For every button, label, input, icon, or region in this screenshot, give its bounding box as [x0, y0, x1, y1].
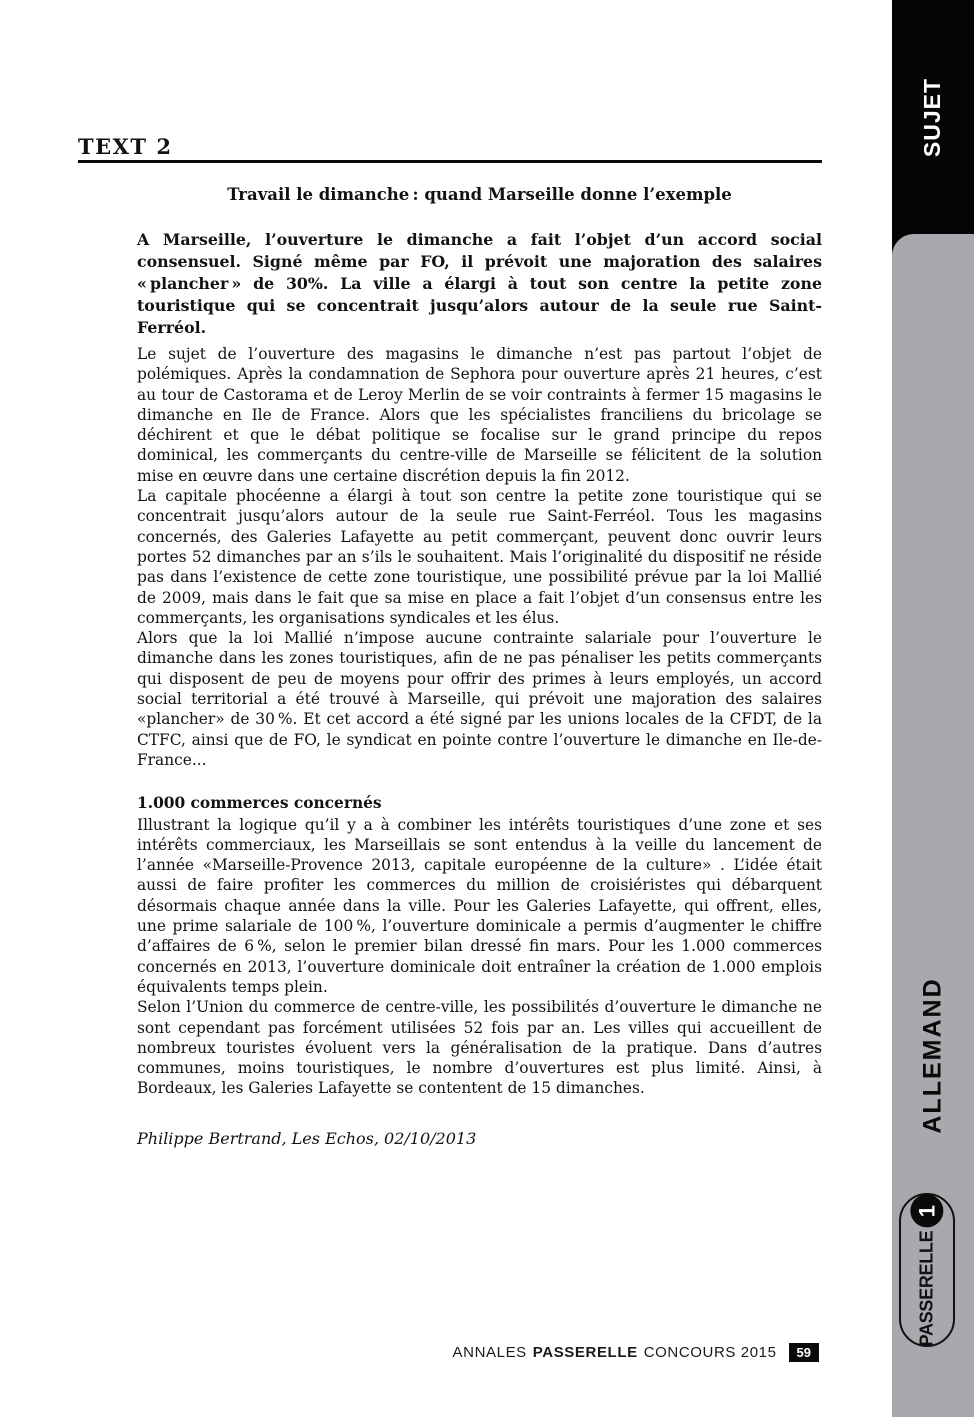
page-footer [453, 1343, 819, 1362]
lead-paragraph: A Marseille, l’ouverture le dimanche a fait l’objet d’un accord social consensuel. Signé même par FO, il prévoit une majoration des salaires « plancher » de 30%. La ville a élargi à tout son centre la petite zone touristique qui se concentrait jusqu’alors autour de la seule rue Saint-Ferréol. [137, 230, 822, 337]
footer-annales: ANNALES [452, 1344, 527, 1361]
byline: Philippe Bertrand, Les Echos, 02/10/2013 [137, 1128, 477, 1148]
article-title: Travail le dimanche : quand Marseille donne l’exemple [227, 185, 732, 204]
passerelle-logo-inner [911, 1194, 944, 1346]
article-body [137, 344, 822, 1149]
sujet-label: SUJET [919, 77, 946, 157]
passerelle-logo [899, 1193, 955, 1347]
sidebar-language [893, 975, 973, 1135]
body-paragraph: La capitale phocéenne a élargi à tout son centre la petite zone touristique qui se concentrait jusqu’alors autour de la seule rue Saint-Ferréol. Tous les magasins concernés, des Galeries Lafayette au petit commerçant, peuvent donc ouvrir leurs portes 52 dimanches par an s’ils le souhaitent. Mais l’originalité du dispositif ne réside pas dans l’existence de cette zone touristique, une possibilité prévue par la loi Mallié de 2009, mais dans le fait que sa mise en place a fait l’objet d’un consensus entre les commerçants, les organisations syndicales et les élus. [137, 487, 822, 627]
allemand-label: ALLEMAND [918, 976, 947, 1134]
section-heading: TEXT 2 [78, 134, 173, 159]
passerelle-logo-text: PASSERELLE [916, 1230, 937, 1346]
sidebar-tab-sujet [893, 72, 973, 162]
passerelle-logo-number-badge: 1 [911, 1194, 944, 1227]
body-paragraph: Illustrant la logique qu’il y a à combiner les intérêts touristiques d’une zone et ses intérêts commerciaux, les Marseillais se sont entendus à la veille du lancement de l’année «Marseille-Provence 2013, capitale européenne de la culture» . L’idée était aussi de faire profiter les commerces du million de croisiéristes qui débarquent désormais chaque année dans la ville. Pour les Galeries Lafayette, qui offrent, elles, une prime salariale de 100 %, l’ouverture dominicale a permis d’augmenter le chiffre d’affaires de 6 %, selon le premier bilan dressé fin mars. Pour les 1.000 commerces concernés en 2013, l’ouverture dominicale doit entraîner la création de 1.000 emplois équivalents temps plein. [137, 815, 822, 996]
footer-brand: PASSERELLE [532, 1344, 638, 1361]
body-paragraph: Alors que la loi Mallié n’impose aucune contrainte salariale pour l’ouverture le dimanche dans les zones touristiques, afin de ne pas pénaliser les petits commerçants qui disposent de peu de moyens pour offrir des primes à leurs employés, un accord social territorial a été trouvé à Marseille, qui prévoit une majoration des salaires «plancher» de 30 %. Et cet accord a été signé par les unions locales de la CFDT, de la CTFC, ainsi que de FO, le syndicat en pointe contre l’ouverture le dimanche en Ile-de-France... [137, 629, 822, 769]
page-number-badge: 59 [789, 1343, 819, 1362]
footer-concours: CONCOURS 2015 [643, 1344, 777, 1361]
article-subheading: 1.000 commerces concernés [137, 794, 382, 813]
body-paragraph: Le sujet de l’ouverture des magasins le dimanche n’est pas partout l’objet de polémiques. Après la condamnation de Sephora pour ouverture après 21 heures, c’est au tour de Castorama et de Leroy Merlin de se voir contraints à fermer 15 magasins le dimanche en Ile de France. Alors que les spécialistes franciliens du bricolage se déchirent et que le débat politique se focalise sur le grand principe du repos dominical, les commerçants du centre-ville de Marseille se félicitent de la solution mise en œuvre dans une certaine discrétion depuis la fin 2012. [137, 345, 822, 485]
body-paragraph: Selon l’Union du commerce de centre-ville, les possibilités d’ouverture le dimanche ne sont cependant pas forcément utilisées 52 fois par an. Les villes qui accueillent de nombreux touristes évoluent vers la généralisation de la pratique. Dans d’autres communes, moins touristiques, le nombre d’ouvertures est plus limité. Ainsi, à Bordeaux, les Galeries Lafayette se contentent de 15 dimanches. [137, 998, 822, 1098]
heading-rule [78, 160, 822, 163]
